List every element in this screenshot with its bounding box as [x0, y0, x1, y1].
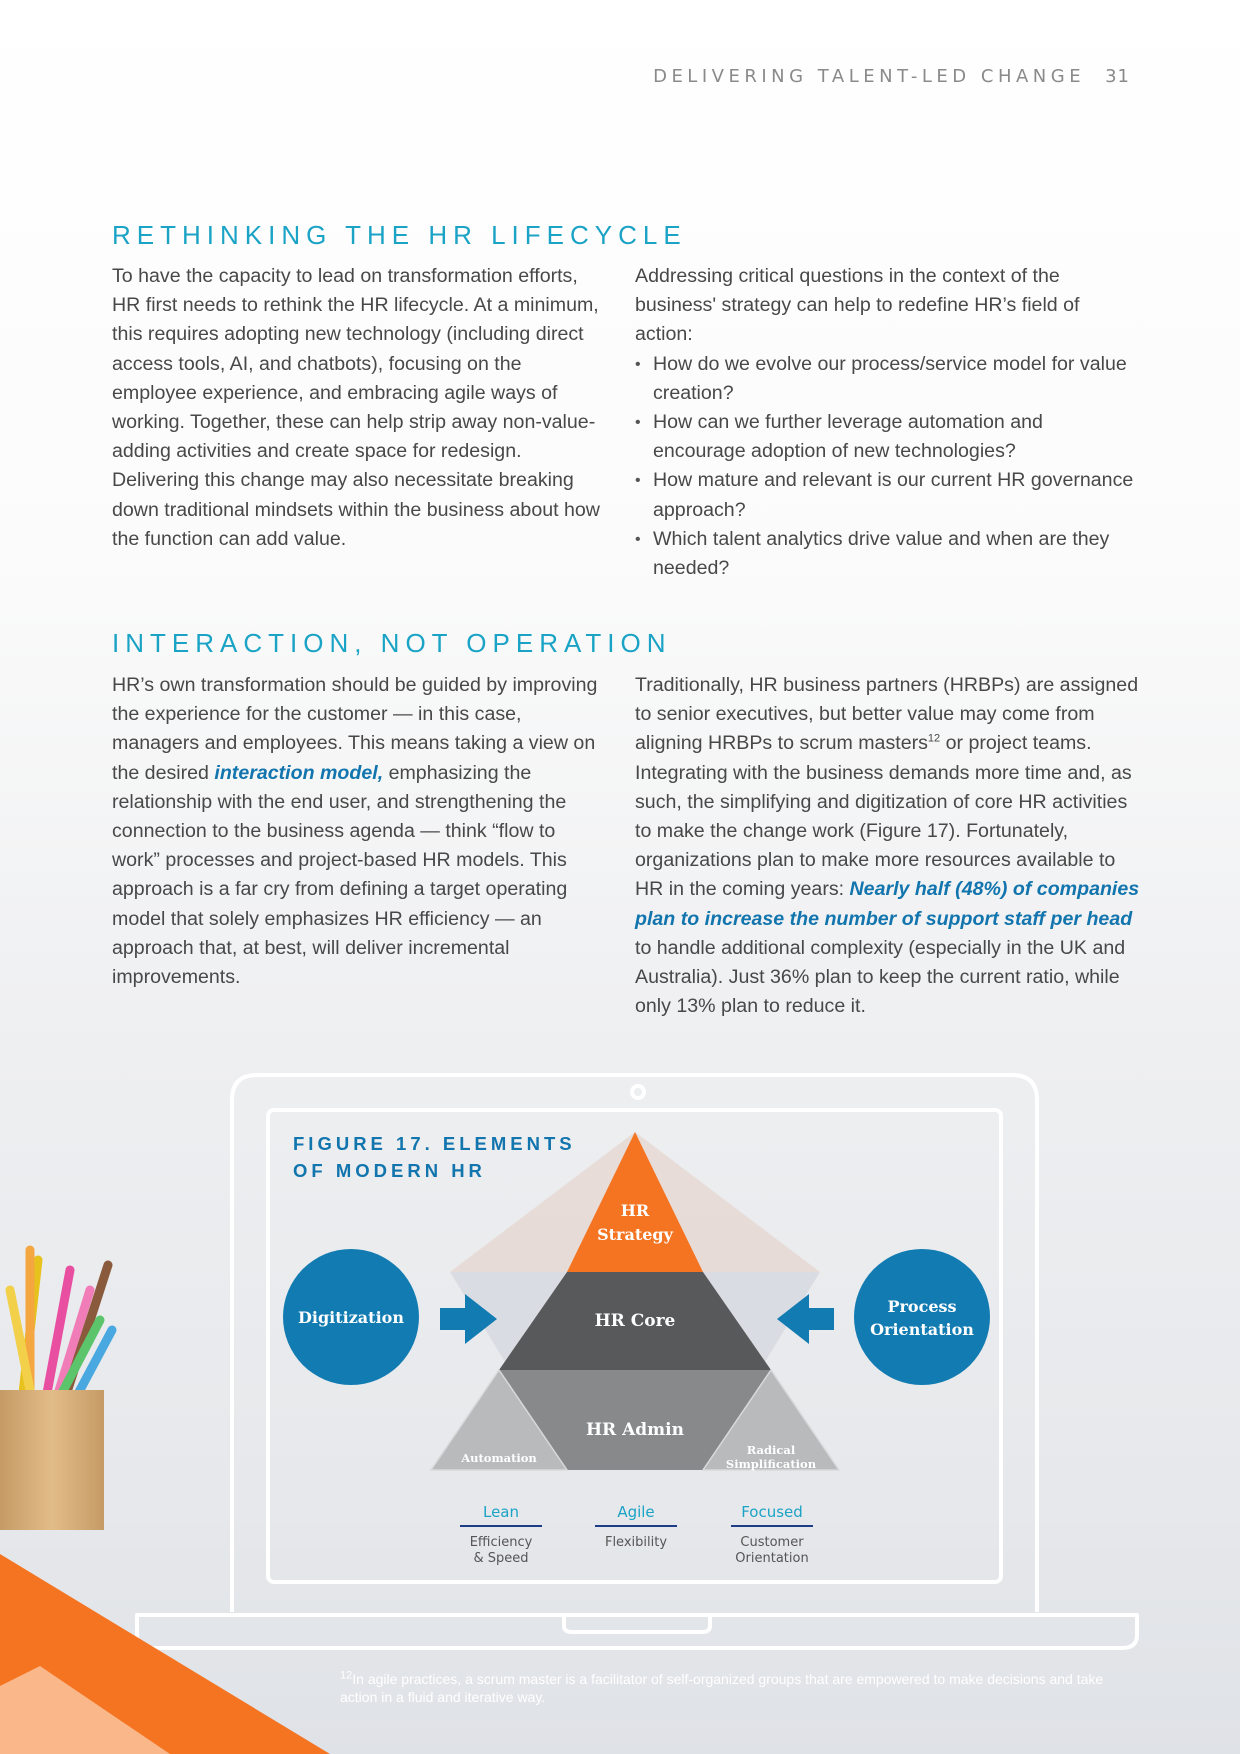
column-heading-lean: Lean — [482, 1503, 520, 1521]
radical-simplification-label-line2: Simplification — [725, 1457, 817, 1471]
section2-right-paragraph — [635, 671, 1140, 1021]
list-item: • How can we further leverage automation and encourage adoption of new technologies? — [635, 408, 1135, 466]
pencil-cup-illustration — [0, 1230, 120, 1530]
figure-title-line: OF MODERN HR — [293, 1160, 486, 1181]
footnote-text: In agile practices, a scrum master is a facilitator of self-organized groups that are empowered to make decisions and take action in a fluid and iterative way. — [340, 1671, 1104, 1705]
hr-core-label: HR Core — [594, 1311, 676, 1331]
automation-label: Automation — [461, 1451, 537, 1465]
footnote-number: 12 — [340, 1669, 353, 1682]
hr-strategy-label-line2: Strategy — [597, 1225, 673, 1244]
process-orientation-label-line1: Process — [887, 1297, 957, 1316]
column-sub-focused-line2: Orientation — [735, 1551, 809, 1566]
text-run: HR’s own transformation should be guided by improving the experience for the customer — in this case, managers and employees. This means taking a view on the desired — [112, 674, 598, 784]
list-item: • Which talent analytics drive value and when are they needed? — [635, 525, 1135, 583]
text-run: emphasizing the relationship with the end user, and strengthening the connection to the business agenda — think “flow to work” processes and project-based HR models. This approach is a far cry from defining a target operating model that solely emphasizes HR efficiency — an approach that, at best, will deliver incremental improvements. — [112, 761, 568, 989]
column-sub-lean-line1: Efficiency — [469, 1535, 533, 1550]
hr-admin-label: HR Admin — [586, 1420, 684, 1440]
digitization-label: Digitization — [298, 1308, 404, 1327]
orange-corner-decoration — [0, 1554, 340, 1754]
column-sub-agile: Flexibility — [604, 1535, 668, 1550]
section2-left-paragraph — [112, 671, 602, 992]
column-sub-lean-line2: & Speed — [473, 1551, 529, 1566]
questions-list — [635, 350, 1135, 584]
hr-strategy-label-line1: HR — [620, 1201, 650, 1220]
process-orientation-label-line2: Orientation — [870, 1320, 974, 1339]
column-heading-focused: Focused — [741, 1503, 803, 1521]
radical-simplification-label-line1: Radical — [746, 1443, 796, 1457]
footnote — [340, 1670, 1130, 1706]
list-item: • How mature and relevant is our current HR governance approach? — [635, 466, 1135, 524]
process-orientation-circle — [854, 1249, 990, 1385]
running-head — [653, 66, 1130, 87]
section1-right-column — [635, 262, 1135, 583]
section2-right-column — [635, 671, 1140, 1021]
highlight-interaction-model: interaction model, — [214, 761, 384, 784]
column-heading-agile: Agile — [617, 1503, 655, 1521]
text-run: or project teams. Integrating with the business demands more time and, as such, the simplifying and digitization of core HR activities to make the change work (Figure 17). Fortunately, organizations plan to make more resources available to HR in the coming years: — [635, 732, 1132, 901]
highlight-support-staff: Nearly half (48%) of companies plan to increase the number of support staff per head — [635, 878, 1140, 930]
list-item: • How do we evolve our process/service model for value creation? — [635, 350, 1135, 408]
page-number: 31 — [1105, 66, 1130, 87]
footnote-ref[interactable]: 12 — [927, 732, 941, 745]
section1-right-intro: Addressing critical questions in the context of the business' strategy can help to redefine HR’s field of action: — [635, 265, 1080, 346]
section1-left-paragraph: To have the capacity to lead on transformation efforts, HR first needs to rethink the HR lifecycle. At a minimum, this requires adopting new technology (including direct access tools, AI, and chatbots), focusing on the employee experience, and embracing agile ways of working. Together, these can help strip away non-value-adding activities and create space for redesign. Delivering this change may also necessitate breaking down traditional mindsets within the business about how the function can add value. — [112, 265, 600, 550]
section2-left-column — [112, 671, 602, 992]
column-sub-focused-line1: Customer — [740, 1535, 804, 1550]
running-head-title: DELIVERING TALENT-LED CHANGE — [653, 66, 1086, 87]
figure-title-line: FIGURE 17. ELEMENTS — [293, 1133, 576, 1154]
text-run: Traditionally, HR business partners (HRBPs) are assigned to senior executives, but better value may come from aligning HRBPs to scrum masters — [635, 674, 1139, 755]
section1-left-column — [112, 262, 602, 554]
text-run: to handle additional complexity (especially in the UK and Australia). Just 36% plan to keep the current ratio, while only 13% plan to reduce it. — [635, 936, 1126, 1018]
modern-hr-diagram — [270, 1120, 1010, 1580]
section-heading-interaction: INTERACTION, NOT OPERATION — [112, 628, 672, 658]
section-heading-hr-lifecycle: RETHINKING THE HR LIFECYCLE — [112, 220, 687, 250]
